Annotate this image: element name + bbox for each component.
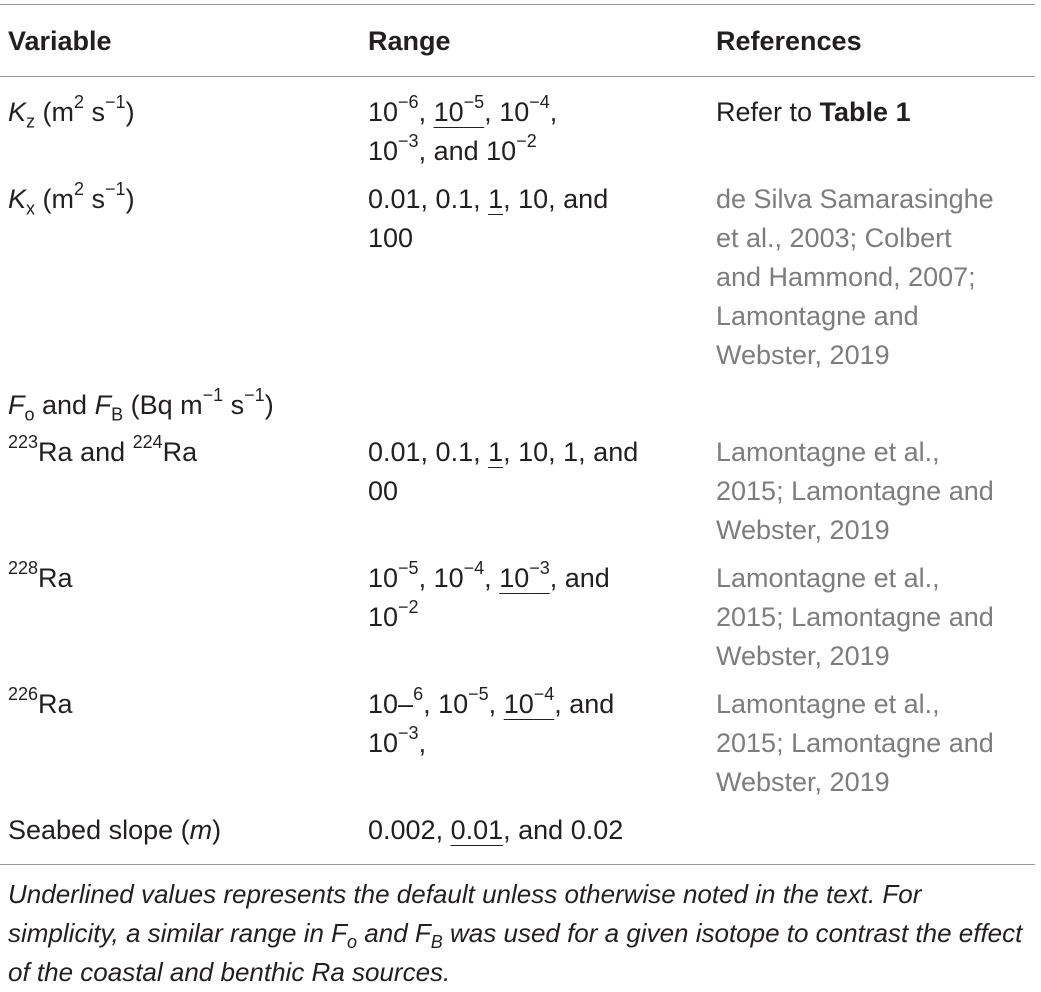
- header-variable: Variable: [8, 26, 112, 56]
- variable-cell: Seabed slope (m): [8, 815, 222, 845]
- default-value: $10^{-3}$: [499, 558, 550, 593]
- variable-cell: $F_o$ and $F_B$ (Bq $m^{-1}$ $s^{-1}$): [8, 385, 274, 425]
- header-rule: [0, 76, 1035, 77]
- reference-cell: Refer to Table 1: [716, 97, 911, 127]
- range-cell: $10^{-6}$, $10^{-5}$, $10^{-4}$, $10^{-3}$, and $10^{-2}$: [368, 92, 558, 166]
- default-value: $10^{-5}$: [433, 92, 485, 127]
- range-cell: 10–$^6$, $10^{-5}$, $10^{-4}$, and $10^{-3}$,: [368, 684, 615, 758]
- header-references: References: [716, 26, 862, 56]
- range-cell: 0.01, 0.1, 1, 10, 1, and 00: [368, 437, 639, 506]
- default-value: 0.01: [450, 815, 504, 845]
- variable-cell: $K_z$ ($m^2$ $s^{-1}$): [8, 92, 135, 132]
- reference-cell: Lamontagne et al., 2015; Lamontagne and Webster, 2019: [716, 563, 994, 671]
- reference-cell: de Silva Samarasinghe et al., 2003; Colbert and Hammond, 2007; Lamontagne and Webster, 2019: [716, 184, 994, 370]
- variable-cell: $K_x$ ($m^2$ $s^{-1}$): [8, 179, 135, 219]
- bottom-rule: [0, 864, 1035, 865]
- header-range: Range: [368, 26, 451, 56]
- top-rule: [0, 4, 1035, 5]
- default-value: 1: [488, 184, 504, 214]
- table-header: [0, 22, 1035, 62]
- variable-cell: $^{223}$Ra and $^{224}$Ra: [8, 432, 198, 467]
- reference-cell: Lamontagne et al., 2015; Lamontagne and Webster, 2019: [716, 689, 994, 797]
- range-cell: 0.01, 0.1, 1, 10, and 100: [368, 184, 609, 253]
- range-cell: 0.002, 0.01, and 0.02: [368, 815, 624, 845]
- reference-cell: Lamontagne et al., 2015; Lamontagne and Webster, 2019: [716, 437, 994, 545]
- range-cell: $10^{-5}$, $10^{-4}$, $10^{-3}$, and $10^{-2}$: [368, 558, 610, 632]
- default-value: 1: [488, 437, 504, 467]
- table-footnote: Underlined values represents the default unless otherwise noted in the text. For simplicity, a similar range in $F_o$ and $F_B$ was used for a given isotope to contrast the effect of the coastal and benthic Ra sources.: [8, 879, 1023, 987]
- variable-cell: $^{228}$Ra: [8, 558, 73, 593]
- default-value: $10^{-4}$: [503, 684, 555, 719]
- variable-cell: $^{226}$Ra: [8, 684, 73, 719]
- table-1-link: Table 1: [819, 97, 911, 127]
